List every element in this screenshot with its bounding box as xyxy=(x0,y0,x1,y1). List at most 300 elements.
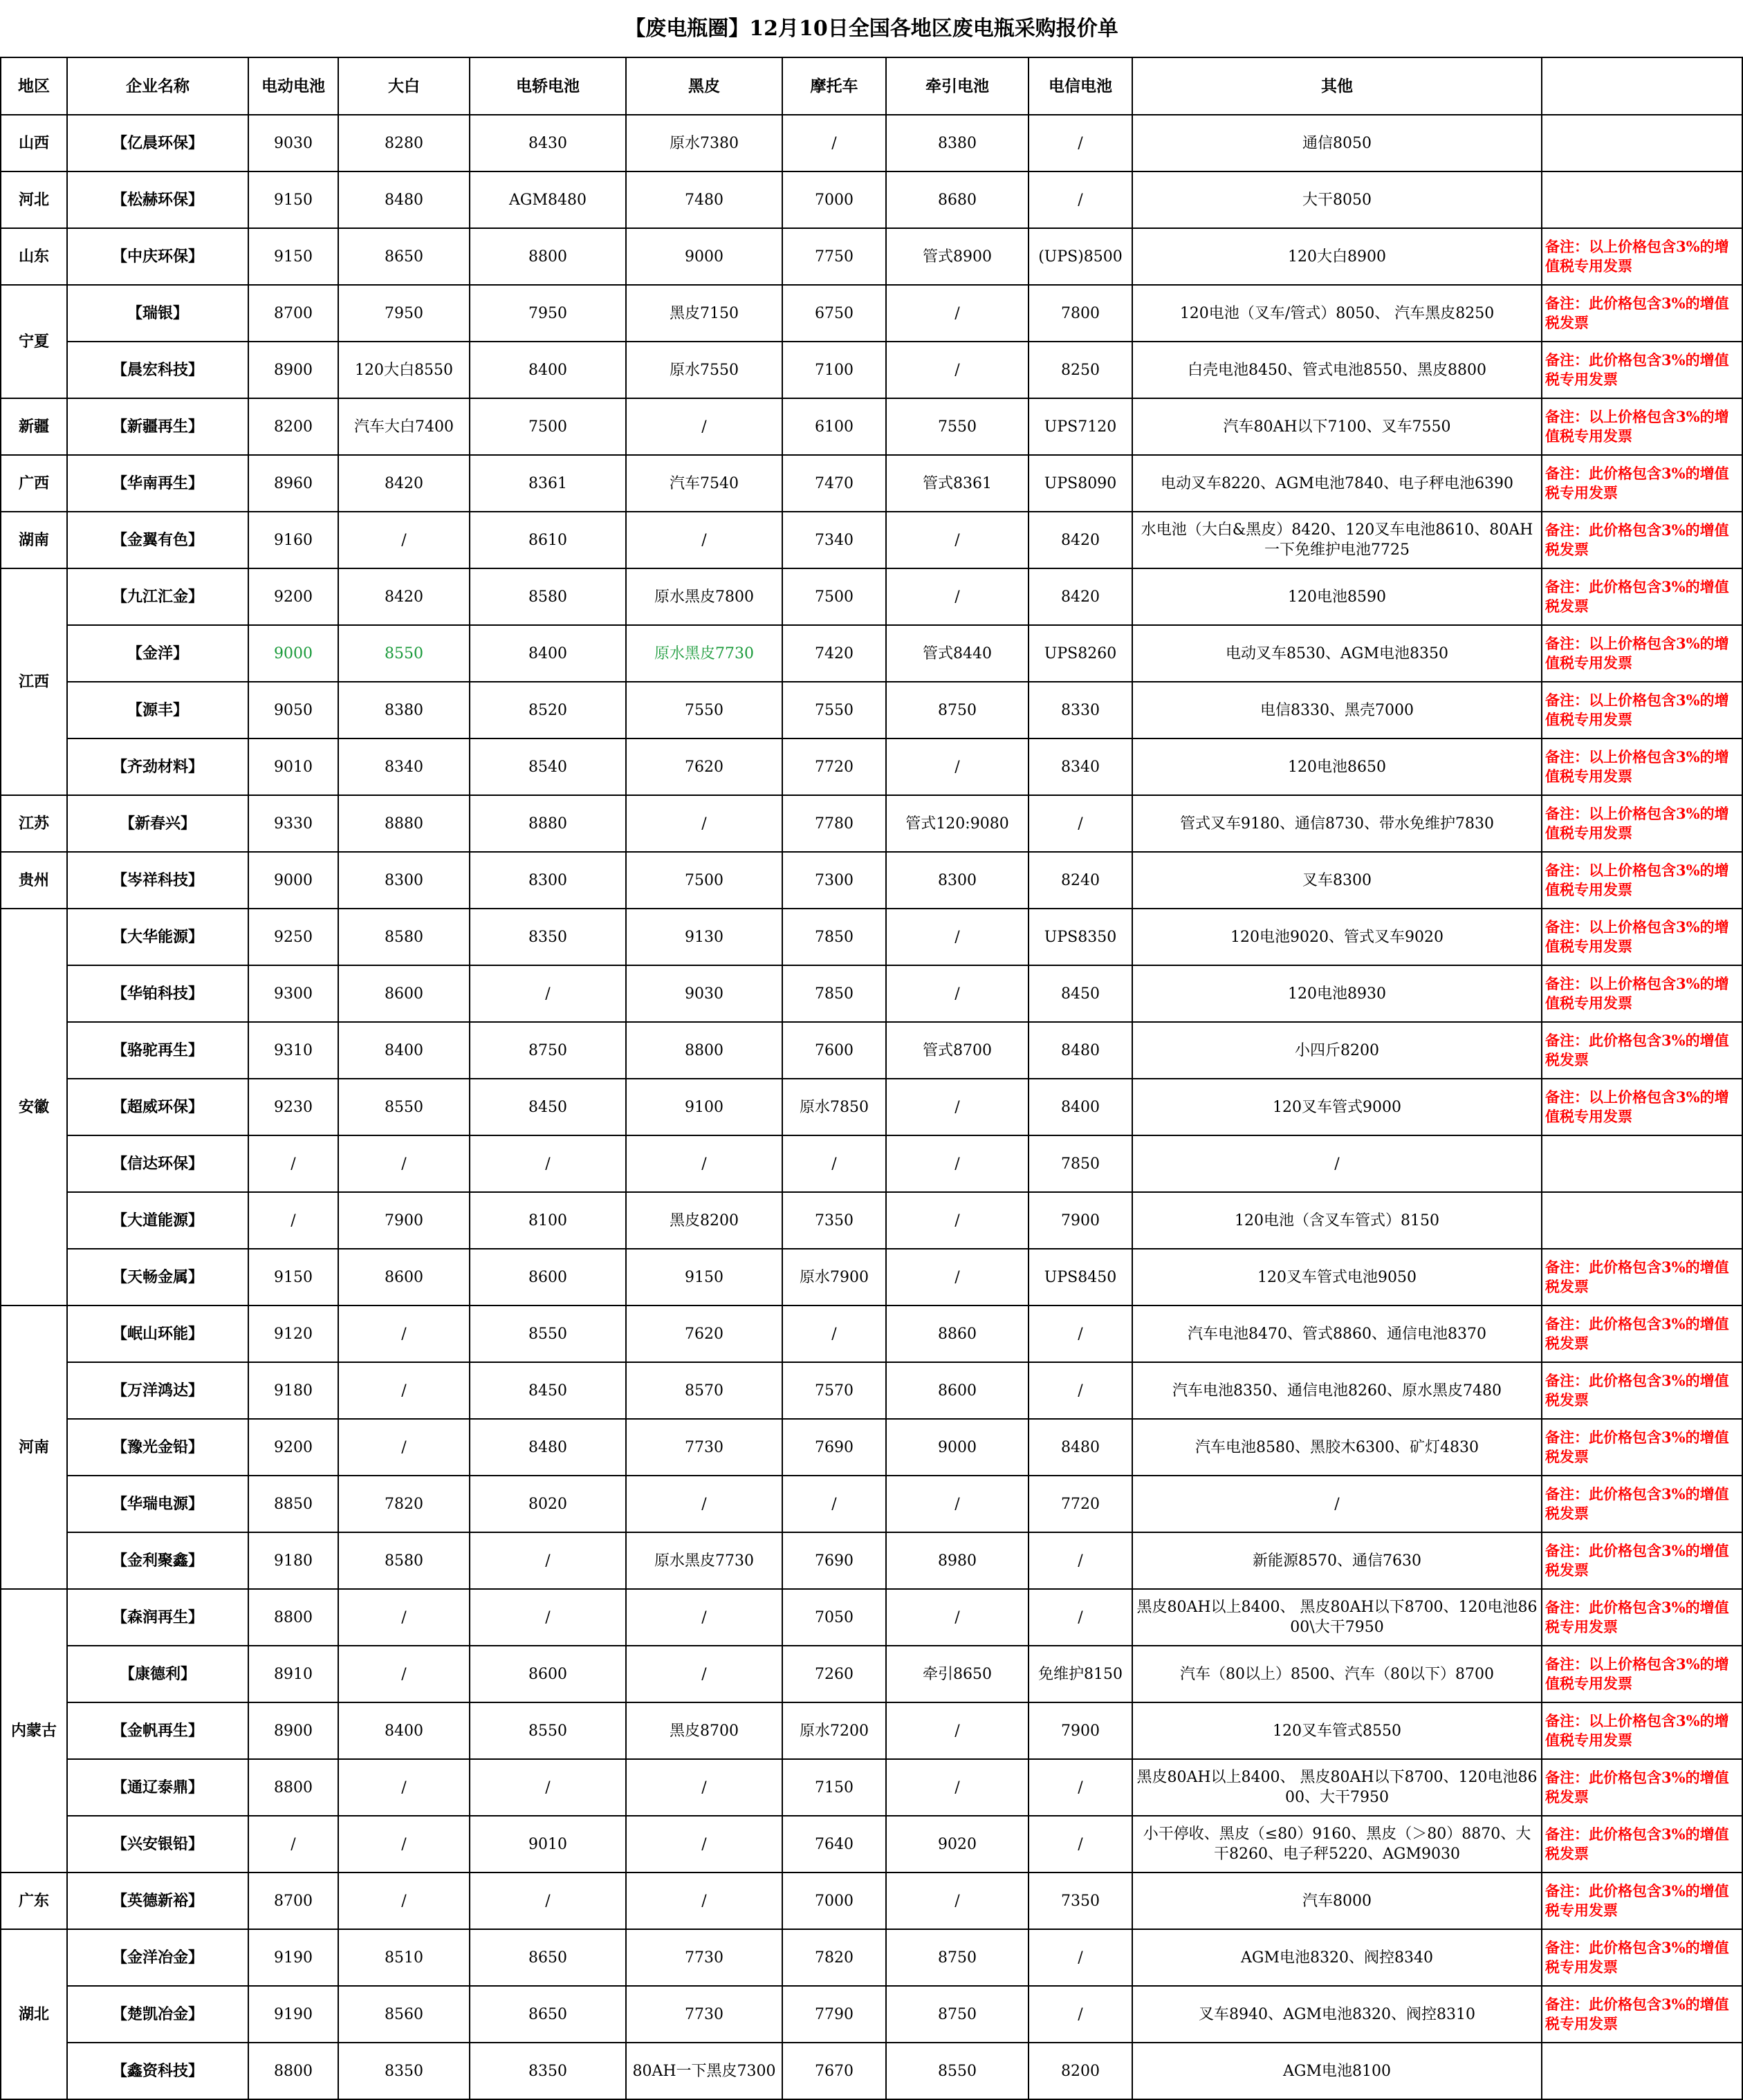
price-car-battery: 8350 xyxy=(470,909,626,965)
price-motorcycle: / xyxy=(782,1476,886,1532)
price-motorcycle: 7640 xyxy=(782,1816,886,1873)
price-telecom: 8200 xyxy=(1029,2043,1132,2099)
price-motorcycle: 7600 xyxy=(782,1022,886,1079)
price-traction: / xyxy=(886,568,1029,625)
price-car-battery: / xyxy=(470,1532,626,1589)
note-cell: 备注：此价格包含3%的增值税发票 xyxy=(1542,512,1742,568)
price-telecom: / xyxy=(1029,1759,1132,1816)
price-other: 水电池（大白&黑皮）8420、120叉车电池8610、80AH一下免维护电池7725 xyxy=(1132,512,1542,568)
note-cell: 备注：以上价格包含3%的增值税专用发票 xyxy=(1542,795,1742,852)
header-region: 地区 xyxy=(1,57,67,115)
price-heipi: 原水黑皮7730 xyxy=(626,625,782,682)
company-cell: 【新春兴】 xyxy=(67,795,248,852)
price-dabai: 8400 xyxy=(338,1702,470,1759)
price-other: 白壳电池8450、管式电池8550、黑皮8800 xyxy=(1132,342,1542,398)
price-traction: 8300 xyxy=(886,852,1029,909)
price-car-battery: / xyxy=(470,1759,626,1816)
note-cell: 备注：以上价格包含3%的增值税专用发票 xyxy=(1542,909,1742,965)
note-cell: 备注：此价格包含3%的增值税发票 xyxy=(1542,1022,1742,1079)
price-motorcycle: 7470 xyxy=(782,455,886,512)
price-heipi: 汽车7540 xyxy=(626,455,782,512)
company-cell: 【华南再生】 xyxy=(67,455,248,512)
price-telecom: 8420 xyxy=(1029,512,1132,568)
price-traction: 7550 xyxy=(886,398,1029,455)
company-cell: 【超威环保】 xyxy=(67,1079,248,1135)
price-heipi: / xyxy=(626,1135,782,1192)
price-heipi: / xyxy=(626,398,782,455)
price-other: AGM电池8100 xyxy=(1132,2043,1542,2099)
price-dabai: / xyxy=(338,1873,470,1929)
price-telecom: 免维护8150 xyxy=(1029,1646,1132,1702)
price-traction: / xyxy=(886,512,1029,568)
price-dabai: / xyxy=(338,1419,470,1476)
price-car-battery: / xyxy=(470,965,626,1022)
price-telecom: 8480 xyxy=(1029,1022,1132,1079)
price-telecom: 8400 xyxy=(1029,1079,1132,1135)
note-cell: 备注：此价格包含3%的增值税专用发票 xyxy=(1542,1929,1742,1986)
price-heipi: 7730 xyxy=(626,1986,782,2043)
price-telecom: / xyxy=(1029,1305,1132,1362)
region-cell: 江苏 xyxy=(1,795,67,852)
price-ebike: 9310 xyxy=(248,1022,338,1079)
company-cell: 【大华能源】 xyxy=(67,909,248,965)
price-ebike: 9150 xyxy=(248,171,338,228)
table-row xyxy=(1,568,1742,625)
price-motorcycle: 7050 xyxy=(782,1589,886,1646)
header-other: 其他 xyxy=(1132,57,1542,115)
price-ebike: 9160 xyxy=(248,512,338,568)
price-ebike: / xyxy=(248,1135,338,1192)
price-traction: / xyxy=(886,1249,1029,1305)
price-ebike: 8800 xyxy=(248,1589,338,1646)
price-heipi: / xyxy=(626,1816,782,1873)
price-other: 黑皮80AH以上8400、 黑皮80AH以下8700、120电池8600\大干7950 xyxy=(1132,1589,1542,1646)
price-ebike: 9200 xyxy=(248,1419,338,1476)
price-car-battery: 8100 xyxy=(470,1192,626,1249)
price-ebike: 9230 xyxy=(248,1079,338,1135)
price-traction: / xyxy=(886,1759,1029,1816)
note-cell: 备注：以上价格包含3%的增值税专用发票 xyxy=(1542,738,1742,795)
company-cell: 【九江汇金】 xyxy=(67,568,248,625)
table-row xyxy=(1,1986,1742,2043)
price-telecom: UPS8450 xyxy=(1029,1249,1132,1305)
note-cell: 备注：以上价格包含3%的增值税专用发票 xyxy=(1542,625,1742,682)
price-traction: 8860 xyxy=(886,1305,1029,1362)
price-other: 汽车电池8470、管式8860、通信电池8370 xyxy=(1132,1305,1542,1362)
price-dabai: / xyxy=(338,1646,470,1702)
price-motorcycle: 7150 xyxy=(782,1759,886,1816)
note-cell: 备注：此价格包含3%的增值税专用发票 xyxy=(1542,1589,1742,1646)
note-cell: 备注：此价格包含3%的增值税发票 xyxy=(1542,1532,1742,1589)
price-other: 通信8050 xyxy=(1132,115,1542,171)
price-other: 120叉车管式8550 xyxy=(1132,1702,1542,1759)
table-row xyxy=(1,682,1742,738)
region-cell: 内蒙古 xyxy=(1,1589,67,1873)
price-car-battery: 8361 xyxy=(470,455,626,512)
price-other: 大干8050 xyxy=(1132,171,1542,228)
price-ebike: 9030 xyxy=(248,115,338,171)
price-heipi: 9030 xyxy=(626,965,782,1022)
price-ebike: 8700 xyxy=(248,285,338,342)
price-heipi: 原水黑皮7800 xyxy=(626,568,782,625)
price-traction: 管式120:9080 xyxy=(886,795,1029,852)
price-car-battery: 8300 xyxy=(470,852,626,909)
note-cell: 备注：以上价格包含3%的增值税专用发票 xyxy=(1542,228,1742,285)
price-traction: 8980 xyxy=(886,1532,1029,1589)
price-heipi: 黑皮8200 xyxy=(626,1192,782,1249)
price-telecom: 8250 xyxy=(1029,342,1132,398)
price-motorcycle: 7000 xyxy=(782,171,886,228)
price-dabai: 8510 xyxy=(338,1929,470,1986)
company-cell: 【森润再生】 xyxy=(67,1589,248,1646)
price-dabai: / xyxy=(338,1135,470,1192)
price-car-battery: 8020 xyxy=(470,1476,626,1532)
price-motorcycle: / xyxy=(782,1135,886,1192)
price-traction: / xyxy=(886,1873,1029,1929)
price-ebike: 9200 xyxy=(248,568,338,625)
price-motorcycle: 原水7200 xyxy=(782,1702,886,1759)
price-traction: 管式8700 xyxy=(886,1022,1029,1079)
price-motorcycle: 7780 xyxy=(782,795,886,852)
company-cell: 【瑞银】 xyxy=(67,285,248,342)
price-heipi: 7500 xyxy=(626,852,782,909)
table-row xyxy=(1,1532,1742,1589)
table-row xyxy=(1,1192,1742,1249)
price-ebike: 9000 xyxy=(248,625,338,682)
price-heipi: 7730 xyxy=(626,1929,782,1986)
price-other: 120电池（叉车/管式）8050、 汽车黑皮8250 xyxy=(1132,285,1542,342)
price-other: AGM电池8320、阀控8340 xyxy=(1132,1929,1542,1986)
price-car-battery: 8550 xyxy=(470,1305,626,1362)
price-telecom: 7720 xyxy=(1029,1476,1132,1532)
company-cell: 【松赫环保】 xyxy=(67,171,248,228)
price-telecom: 8420 xyxy=(1029,568,1132,625)
price-ebike: 8200 xyxy=(248,398,338,455)
price-car-battery: 8450 xyxy=(470,1079,626,1135)
company-cell: 【天畅金属】 xyxy=(67,1249,248,1305)
table-row xyxy=(1,1305,1742,1362)
price-ebike: 8800 xyxy=(248,2043,338,2099)
price-telecom: UPS7120 xyxy=(1029,398,1132,455)
price-traction: 管式8900 xyxy=(886,228,1029,285)
header-traction: 牵引电池 xyxy=(886,57,1029,115)
price-dabai: 汽车大白7400 xyxy=(338,398,470,455)
price-other: 黑皮80AH以上8400、 黑皮80AH以下8700、120电池8600、大干7950 xyxy=(1132,1759,1542,1816)
header-motorcycle: 摩托车 xyxy=(782,57,886,115)
header-heipi: 黑皮 xyxy=(626,57,782,115)
table-row xyxy=(1,398,1742,455)
price-dabai: 8550 xyxy=(338,1079,470,1135)
price-traction: / xyxy=(886,342,1029,398)
price-car-battery: 8600 xyxy=(470,1646,626,1702)
table-row xyxy=(1,171,1742,228)
table-row xyxy=(1,1646,1742,1702)
price-heipi: / xyxy=(626,1589,782,1646)
table-row xyxy=(1,625,1742,682)
price-ebike: 9180 xyxy=(248,1362,338,1419)
price-other: 汽车电池8350、通信电池8260、原水黑皮7480 xyxy=(1132,1362,1542,1419)
price-motorcycle: 7000 xyxy=(782,1873,886,1929)
region-cell: 山东 xyxy=(1,228,67,285)
price-heipi: 黑皮8700 xyxy=(626,1702,782,1759)
price-traction: / xyxy=(886,909,1029,965)
price-motorcycle: 7720 xyxy=(782,738,886,795)
price-ebike: / xyxy=(248,1816,338,1873)
price-traction: 8550 xyxy=(886,2043,1029,2099)
price-traction: 管式8440 xyxy=(886,625,1029,682)
table-row xyxy=(1,512,1742,568)
note-cell xyxy=(1542,1192,1742,1249)
table-row xyxy=(1,285,1742,342)
price-other: 120电池8650 xyxy=(1132,738,1542,795)
price-motorcycle: 7260 xyxy=(782,1646,886,1702)
price-ebike: / xyxy=(248,1192,338,1249)
price-dabai: 120大白8550 xyxy=(338,342,470,398)
note-cell: 备注：此价格包含3%的增值税发票 xyxy=(1542,568,1742,625)
price-dabai: / xyxy=(338,1589,470,1646)
region-cell: 江西 xyxy=(1,568,67,795)
header-telecom: 电信电池 xyxy=(1029,57,1132,115)
note-cell: 备注：以上价格包含3%的增值税专用发票 xyxy=(1542,852,1742,909)
price-dabai: 8300 xyxy=(338,852,470,909)
note-cell xyxy=(1542,171,1742,228)
price-car-battery: 8600 xyxy=(470,1249,626,1305)
price-other: 电动叉车8530、AGM电池8350 xyxy=(1132,625,1542,682)
price-car-battery: 8650 xyxy=(470,1986,626,2043)
note-cell: 备注：此价格包含3%的增值税发票 xyxy=(1542,1305,1742,1362)
table-row xyxy=(1,738,1742,795)
price-other: 120电池9020、管式叉车9020 xyxy=(1132,909,1542,965)
price-telecom: 8330 xyxy=(1029,682,1132,738)
price-car-battery: 8540 xyxy=(470,738,626,795)
note-cell: 备注：此价格包含3%的增值税发票 xyxy=(1542,1419,1742,1476)
price-telecom: / xyxy=(1029,1362,1132,1419)
price-telecom: 8480 xyxy=(1029,1419,1132,1476)
price-heipi: 黑皮7150 xyxy=(626,285,782,342)
price-ebike: 9120 xyxy=(248,1305,338,1362)
price-other: 新能源8570、通信7630 xyxy=(1132,1532,1542,1589)
price-motorcycle: 7500 xyxy=(782,568,886,625)
price-car-battery: / xyxy=(470,1873,626,1929)
price-car-battery: 8610 xyxy=(470,512,626,568)
header-company: 企业名称 xyxy=(67,57,248,115)
price-telecom: 8340 xyxy=(1029,738,1132,795)
price-motorcycle: 7850 xyxy=(782,909,886,965)
price-ebike: 8700 xyxy=(248,1873,338,1929)
price-other: 120叉车管式9000 xyxy=(1132,1079,1542,1135)
price-other: 汽车（80以上）8500、汽车（80以下）8700 xyxy=(1132,1646,1542,1702)
price-ebike: 9050 xyxy=(248,682,338,738)
price-motorcycle: 7420 xyxy=(782,625,886,682)
price-telecom: 8240 xyxy=(1029,852,1132,909)
region-cell: 新疆 xyxy=(1,398,67,455)
company-cell: 【金洋冶金】 xyxy=(67,1929,248,1986)
table-row xyxy=(1,342,1742,398)
price-dabai: 8580 xyxy=(338,1532,470,1589)
table-row xyxy=(1,1476,1742,1532)
price-telecom: UPS8090 xyxy=(1029,455,1132,512)
header-car-battery: 电轿电池 xyxy=(470,57,626,115)
price-telecom: / xyxy=(1029,1816,1132,1873)
price-heipi: 9100 xyxy=(626,1079,782,1135)
price-car-battery: 8650 xyxy=(470,1929,626,1986)
price-heipi: / xyxy=(626,1476,782,1532)
price-ebike: 9010 xyxy=(248,738,338,795)
price-ebike: 8910 xyxy=(248,1646,338,1702)
price-traction: 管式8361 xyxy=(886,455,1029,512)
price-other: 电信8330、黑壳7000 xyxy=(1132,682,1542,738)
price-dabai: 7900 xyxy=(338,1192,470,1249)
price-dabai: 8400 xyxy=(338,1022,470,1079)
price-telecom: UPS8260 xyxy=(1029,625,1132,682)
price-motorcycle: 7100 xyxy=(782,342,886,398)
price-ebike: 9000 xyxy=(248,852,338,909)
price-other: 小四斤8200 xyxy=(1132,1022,1542,1079)
note-cell: 备注：以上价格包含3%的增值税专用发票 xyxy=(1542,1702,1742,1759)
price-telecom: / xyxy=(1029,1532,1132,1589)
price-traction: / xyxy=(886,1135,1029,1192)
price-traction: 8600 xyxy=(886,1362,1029,1419)
price-traction: 9020 xyxy=(886,1816,1029,1873)
note-cell: 备注：此价格包含3%的增值税发票 xyxy=(1542,285,1742,342)
page-title: 【废电瓶圈】12月10日全国各地区废电瓶采购报价单 xyxy=(1,0,1742,57)
price-motorcycle: 6100 xyxy=(782,398,886,455)
price-heipi: / xyxy=(626,1759,782,1816)
price-heipi: 7620 xyxy=(626,738,782,795)
price-traction: / xyxy=(886,1702,1029,1759)
price-traction: 9000 xyxy=(886,1419,1029,1476)
company-cell: 【楚凯冶金】 xyxy=(67,1986,248,2043)
price-telecom: / xyxy=(1029,1589,1132,1646)
table-row xyxy=(1,1249,1742,1305)
company-cell: 【齐劲材料】 xyxy=(67,738,248,795)
title-row xyxy=(1,0,1742,57)
price-dabai: 8880 xyxy=(338,795,470,852)
price-motorcycle: 7790 xyxy=(782,1986,886,2043)
note-cell: 备注：此价格包含3%的增值税发票 xyxy=(1542,1249,1742,1305)
price-motorcycle: 原水7850 xyxy=(782,1079,886,1135)
table-row xyxy=(1,852,1742,909)
price-car-battery: 8400 xyxy=(470,625,626,682)
company-cell: 【豫光金铅】 xyxy=(67,1419,248,1476)
price-heipi: / xyxy=(626,1873,782,1929)
note-cell: 备注：此价格包含3%的增值税专用发票 xyxy=(1542,1986,1742,2043)
price-traction: / xyxy=(886,285,1029,342)
note-cell: 备注：此价格包含3%的增值税发票 xyxy=(1542,1362,1742,1419)
price-motorcycle: / xyxy=(782,1305,886,1362)
price-telecom: 7850 xyxy=(1029,1135,1132,1192)
note-cell xyxy=(1542,2043,1742,2099)
price-other: 小干停收、黑皮（≤80）9160、黑皮（＞80）8870、大干8260、电子秤5220、AGM9030 xyxy=(1132,1816,1542,1873)
note-cell xyxy=(1542,115,1742,171)
price-other: 汽车8000 xyxy=(1132,1873,1542,1929)
note-cell: 备注：此价格包含3%的增值税专用发票 xyxy=(1542,342,1742,398)
price-other: 叉车8300 xyxy=(1132,852,1542,909)
price-ebike: 9180 xyxy=(248,1532,338,1589)
price-car-battery: 8880 xyxy=(470,795,626,852)
region-cell: 宁夏 xyxy=(1,285,67,398)
price-dabai: / xyxy=(338,1362,470,1419)
price-telecom: 8450 xyxy=(1029,965,1132,1022)
price-motorcycle: 7670 xyxy=(782,2043,886,2099)
table-row xyxy=(1,1419,1742,1476)
price-dabai: / xyxy=(338,1816,470,1873)
price-heipi: 原水黑皮7730 xyxy=(626,1532,782,1589)
price-ebike: 9150 xyxy=(248,228,338,285)
price-car-battery: 8520 xyxy=(470,682,626,738)
company-cell: 【兴安银铅】 xyxy=(67,1816,248,1873)
company-cell: 【亿晨环保】 xyxy=(67,115,248,171)
table-row xyxy=(1,909,1742,965)
header-ebike: 电动电池 xyxy=(248,57,338,115)
price-telecom: / xyxy=(1029,1986,1132,2043)
price-car-battery: 8400 xyxy=(470,342,626,398)
company-cell: 【鑫资科技】 xyxy=(67,2043,248,2099)
table-row xyxy=(1,1079,1742,1135)
price-heipi: 7550 xyxy=(626,682,782,738)
price-other: 叉车8940、AGM电池8320、阀控8310 xyxy=(1132,1986,1542,2043)
table-row xyxy=(1,965,1742,1022)
header-note xyxy=(1542,57,1742,115)
note-cell xyxy=(1542,1135,1742,1192)
price-heipi: 原水7380 xyxy=(626,115,782,171)
company-cell: 【中庆环保】 xyxy=(67,228,248,285)
price-heipi: 9000 xyxy=(626,228,782,285)
price-motorcycle: 7550 xyxy=(782,682,886,738)
price-dabai: 8550 xyxy=(338,625,470,682)
price-car-battery: 8580 xyxy=(470,568,626,625)
price-other: 汽车80AH以下7100、叉车7550 xyxy=(1132,398,1542,455)
price-motorcycle: 7570 xyxy=(782,1362,886,1419)
table-row xyxy=(1,1759,1742,1816)
header-row xyxy=(1,57,1742,115)
price-other: 电动叉车8220、AGM电池7840、电子秤电池6390 xyxy=(1132,455,1542,512)
region-cell: 河北 xyxy=(1,171,67,228)
price-heipi: 7730 xyxy=(626,1419,782,1476)
price-traction: 8750 xyxy=(886,1929,1029,1986)
note-cell: 备注：此价格包含3%的增值税发票 xyxy=(1542,1759,1742,1816)
table-row xyxy=(1,1589,1742,1646)
price-motorcycle: 7300 xyxy=(782,852,886,909)
price-heipi: 7620 xyxy=(626,1305,782,1362)
company-cell: 【万洋鸿达】 xyxy=(67,1362,248,1419)
price-dabai: 8600 xyxy=(338,1249,470,1305)
price-traction: 8380 xyxy=(886,115,1029,171)
table-row xyxy=(1,1702,1742,1759)
price-dabai: 8350 xyxy=(338,2043,470,2099)
price-car-battery: 8800 xyxy=(470,228,626,285)
price-dabai: 8340 xyxy=(338,738,470,795)
price-telecom: 7900 xyxy=(1029,1192,1132,1249)
price-dabai: 8650 xyxy=(338,228,470,285)
price-other: / xyxy=(1132,1135,1542,1192)
price-ebike: 9190 xyxy=(248,1929,338,1986)
price-car-battery: / xyxy=(470,1589,626,1646)
price-car-battery: / xyxy=(470,1135,626,1192)
price-heipi: 9150 xyxy=(626,1249,782,1305)
price-heipi: 7480 xyxy=(626,171,782,228)
price-car-battery: 7950 xyxy=(470,285,626,342)
price-car-battery: 7500 xyxy=(470,398,626,455)
price-ebike: 9190 xyxy=(248,1986,338,2043)
price-heipi: / xyxy=(626,512,782,568)
company-cell: 【晨宏科技】 xyxy=(67,342,248,398)
price-heipi: 80AH一下黑皮7300 xyxy=(626,2043,782,2099)
price-ebike: 8900 xyxy=(248,1702,338,1759)
table-row xyxy=(1,455,1742,512)
note-cell: 备注：以上价格包含3%的增值税专用发票 xyxy=(1542,398,1742,455)
price-traction: 牵引8650 xyxy=(886,1646,1029,1702)
